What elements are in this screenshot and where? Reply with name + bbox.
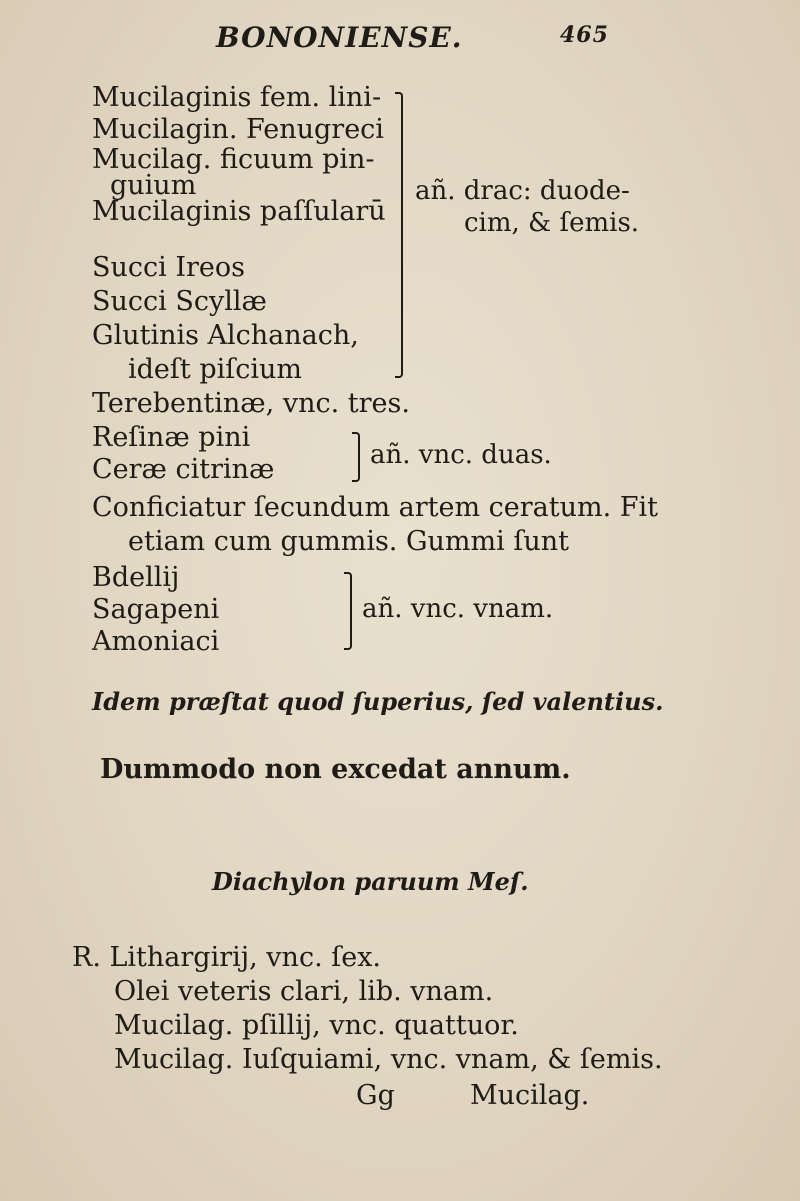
ingredient-line: Mucilagin. Fenugreci (92, 114, 384, 145)
brace-group-2 (352, 432, 360, 482)
italic-note: Idem præſtat quod ſuperius, ſed valentius. (92, 687, 664, 716)
brace-group-1 (395, 92, 403, 378)
recipe-line: Olei veteris clari, lib. vnam. (114, 976, 494, 1007)
ingredient-line: Mucilag. ficuum pin- (92, 144, 375, 175)
ingredient-line: Ceræ citrinæ (92, 454, 275, 485)
ingredient-line: Sagapeni (92, 594, 220, 625)
dose-text: añ. vnc. vnam. (362, 594, 554, 624)
ingredient-line: Terebentinæ, vnc. tres. (92, 388, 410, 419)
dose-text: cim, & ſemis. (464, 208, 640, 238)
dose-text: añ. drac: duode- (415, 176, 630, 206)
ingredient-line: Succi Ireos (92, 252, 246, 283)
brace-group-3 (344, 572, 352, 650)
bold-note: Dummodo non excedat annum. (100, 754, 571, 785)
ingredient-line: Amoniaci (92, 626, 220, 657)
ingredient-line: Succi Scyllæ (92, 286, 267, 317)
recipe-line: Mucilag. Iuſquiami, vnc. vnam, & ſemis. (114, 1044, 663, 1075)
dose-text: añ. vnc. duas. (370, 440, 552, 470)
catchword: Mucilag. (470, 1080, 590, 1111)
ingredient-line: Bdellij (92, 562, 180, 593)
running-title: BONONIENSE. (216, 21, 463, 54)
ingredient-line: Mucilaginis fem. lini- (92, 82, 382, 113)
ingredient-line: Glutinis Alchanach, (92, 320, 359, 351)
ingredient-line: guium (110, 170, 197, 201)
signature-mark: Gg (356, 1080, 395, 1111)
paragraph-line: Conficiatur ſecundum artem ceratum. Fit (92, 492, 658, 523)
ingredient-line: Mucilaginis paſſularū (92, 196, 386, 227)
ingredient-line: Reſinæ pini (92, 422, 251, 453)
page-number: 465 (560, 22, 609, 48)
ingredient-line: ideſt piſcium (128, 354, 302, 385)
recipe-line: R. Lithargirij, vnc. ſex. (72, 942, 382, 973)
paragraph-line: etiam cum gummis. Gummi ſunt (128, 526, 569, 557)
recipe-line: Mucilag. pſillij, vnc. quattuor. (114, 1010, 519, 1041)
recipe-title: Diachylon paruum Meſ. (212, 867, 529, 896)
